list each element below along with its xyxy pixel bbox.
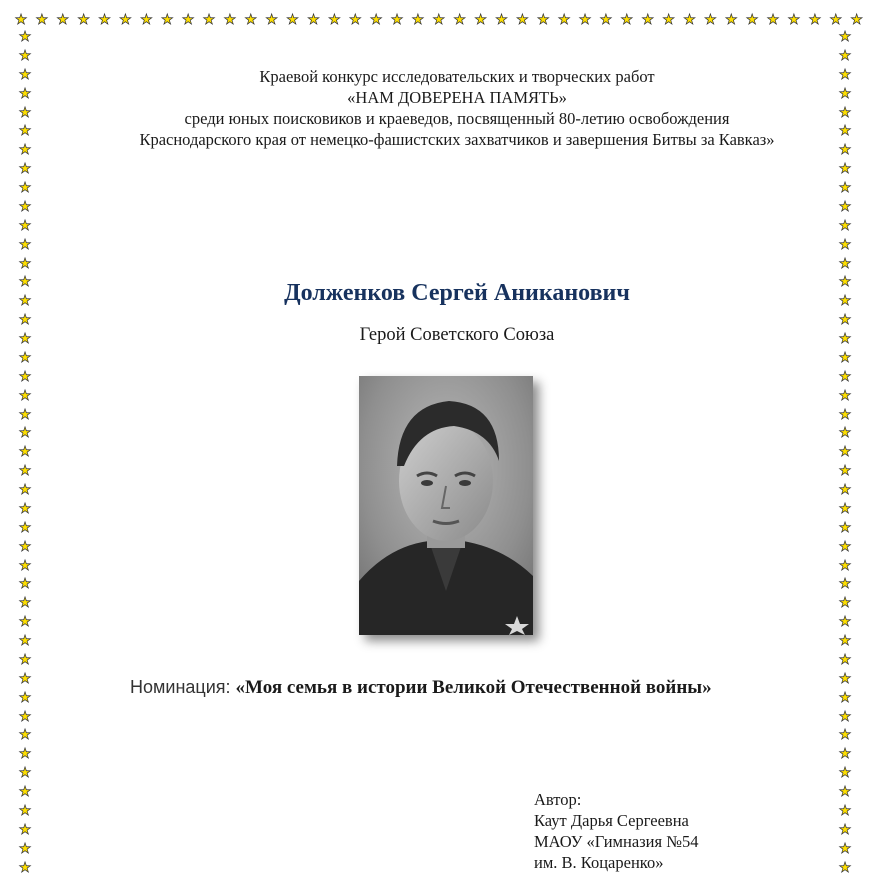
star-icon: ★ (18, 500, 32, 517)
star-icon: ★ (244, 12, 258, 28)
star-icon: ★ (838, 840, 852, 857)
star-icon: ★ (838, 387, 852, 404)
star-icon: ★ (18, 123, 32, 140)
star-icon: ★ (495, 12, 508, 28)
star-icon: ★ (202, 12, 216, 28)
star-icon: ★ (77, 12, 90, 28)
star-icon: ★ (328, 12, 341, 28)
star-icon: ★ (536, 12, 550, 28)
star-icon: ★ (18, 444, 32, 461)
star-icon: ★ (838, 802, 852, 819)
portrait-photo (359, 376, 533, 635)
star-icon: ★ (18, 576, 32, 593)
star-icon: ★ (838, 349, 852, 366)
star-icon: ★ (18, 651, 32, 668)
star-icon: ★ (160, 12, 174, 28)
star-icon: ★ (18, 104, 32, 121)
star-icon: ★ (838, 293, 852, 310)
star-icon: ★ (838, 651, 852, 668)
nomination-label: Номинация: (130, 677, 236, 697)
star-icon: ★ (18, 463, 32, 480)
star-icon: ★ (599, 12, 613, 28)
star-icon: ★ (850, 12, 863, 28)
star-icon: ★ (18, 274, 32, 291)
author-name: Каут Дарья Сергеевна (534, 811, 689, 830)
star-icon: ★ (18, 66, 32, 83)
star-icon: ★ (808, 12, 822, 28)
star-icon: ★ (18, 406, 32, 423)
star-icon: ★ (838, 633, 852, 649)
star-border-right (838, 30, 852, 875)
star-icon: ★ (18, 784, 32, 800)
author-school-line-1: МАОУ «Гимназия №54 (534, 832, 699, 851)
star-icon: ★ (18, 689, 32, 706)
star-icon: ★ (838, 331, 852, 347)
nomination (130, 677, 830, 699)
star-icon: ★ (18, 387, 32, 404)
star-icon: ★ (18, 557, 32, 574)
star-icon: ★ (838, 538, 852, 555)
star-icon: ★ (838, 30, 852, 45)
star-icon: ★ (18, 161, 32, 178)
star-icon: ★ (838, 746, 852, 763)
star-icon: ★ (745, 12, 759, 28)
star-icon: ★ (56, 12, 70, 28)
star-icon: ★ (838, 104, 852, 121)
star-icon: ★ (838, 444, 852, 461)
star-icon: ★ (838, 85, 852, 102)
star-icon: ★ (18, 859, 32, 875)
star-icon: ★ (18, 765, 32, 782)
star-icon: ★ (18, 368, 32, 385)
star-icon: ★ (838, 859, 852, 875)
star-icon: ★ (18, 255, 32, 272)
author-school-line-2: им. В. Коцаренко» (534, 853, 664, 872)
star-icon: ★ (18, 180, 32, 196)
star-icon: ★ (181, 12, 195, 28)
star-icon: ★ (35, 12, 49, 28)
star-icon: ★ (18, 538, 32, 555)
star-icon: ★ (766, 12, 780, 28)
hero-name: Долженков Сергей Аниканович (284, 280, 630, 306)
star-icon: ★ (18, 519, 32, 536)
star-icon: ★ (838, 765, 852, 782)
star-icon: ★ (838, 312, 852, 329)
star-icon: ★ (18, 708, 32, 725)
star-icon: ★ (432, 12, 446, 28)
star-icon: ★ (140, 12, 153, 28)
star-icon: ★ (829, 12, 843, 28)
star-icon: ★ (348, 12, 362, 28)
star-border-left (18, 30, 32, 875)
star-icon: ★ (838, 670, 852, 687)
star-icon: ★ (18, 425, 32, 442)
hero-title: Герой Советского Союза (359, 325, 555, 345)
star-border-top (14, 13, 864, 27)
star-icon: ★ (683, 12, 696, 28)
star-icon: ★ (838, 708, 852, 725)
star-icon: ★ (119, 12, 132, 28)
star-icon: ★ (838, 463, 852, 480)
star-icon: ★ (838, 123, 852, 140)
star-icon: ★ (838, 368, 852, 385)
star-icon: ★ (18, 821, 32, 838)
star-icon: ★ (18, 217, 32, 234)
star-icon: ★ (838, 482, 852, 498)
star-icon: ★ (18, 727, 32, 744)
star-icon: ★ (18, 142, 32, 159)
star-icon: ★ (18, 840, 32, 857)
star-icon: ★ (453, 12, 466, 28)
star-icon: ★ (838, 689, 852, 706)
star-icon: ★ (18, 595, 32, 612)
star-icon: ★ (838, 198, 852, 215)
star-icon: ★ (223, 12, 237, 28)
star-icon: ★ (18, 633, 32, 649)
nomination-value: «Моя семья в истории Великой Отечественной войны» (235, 677, 712, 698)
star-icon: ★ (838, 576, 852, 593)
star-icon: ★ (838, 142, 852, 159)
star-icon: ★ (286, 12, 299, 28)
star-icon: ★ (620, 12, 634, 28)
star-icon: ★ (18, 47, 32, 64)
star-icon: ★ (18, 349, 32, 366)
star-icon: ★ (838, 66, 852, 83)
hero-portrait (359, 376, 533, 635)
contest-line-2: «НАМ ДОВЕРЕНА ПАМЯТЬ» (347, 88, 567, 107)
star-icon: ★ (18, 331, 32, 347)
author-block (534, 789, 834, 873)
star-icon: ★ (838, 595, 852, 612)
star-icon: ★ (838, 614, 852, 631)
star-icon: ★ (838, 425, 852, 442)
star-icon: ★ (838, 821, 852, 838)
star-icon: ★ (390, 12, 404, 28)
star-icon: ★ (838, 519, 852, 536)
star-icon: ★ (307, 12, 320, 28)
star-icon: ★ (474, 12, 487, 28)
star-icon: ★ (18, 30, 32, 45)
author-label: Автор: (534, 790, 582, 809)
star-icon: ★ (838, 727, 852, 744)
star-icon: ★ (98, 12, 111, 28)
star-icon: ★ (838, 217, 852, 234)
star-icon: ★ (838, 161, 852, 178)
star-icon: ★ (662, 12, 675, 28)
star-icon: ★ (18, 670, 32, 687)
star-icon: ★ (265, 12, 278, 28)
star-icon: ★ (18, 198, 32, 215)
contest-header (60, 66, 854, 150)
star-icon: ★ (18, 802, 32, 819)
star-icon: ★ (369, 12, 383, 28)
star-icon: ★ (641, 12, 654, 28)
star-icon: ★ (838, 500, 852, 517)
star-icon: ★ (18, 482, 32, 498)
star-icon: ★ (18, 746, 32, 763)
contest-line-1: Краевой конкурс исследовательских и творческих работ (259, 67, 655, 86)
star-icon: ★ (18, 312, 32, 329)
star-icon: ★ (725, 12, 738, 28)
star-icon: ★ (516, 12, 529, 28)
star-icon: ★ (838, 784, 852, 800)
star-icon: ★ (838, 557, 852, 574)
contest-line-4: Краснодарского края от немецко-фашистских захватчиков и завершения Битвы за Кавказ» (139, 130, 775, 149)
star-icon: ★ (411, 12, 425, 28)
star-icon: ★ (704, 12, 717, 28)
star-icon: ★ (18, 236, 32, 253)
star-icon: ★ (838, 47, 852, 64)
star-icon: ★ (838, 180, 852, 196)
star-icon: ★ (838, 255, 852, 272)
star-icon: ★ (578, 12, 592, 28)
star-icon: ★ (557, 12, 571, 28)
star-icon: ★ (838, 274, 852, 291)
star-icon: ★ (787, 12, 801, 28)
star-icon: ★ (18, 85, 32, 102)
star-icon: ★ (18, 614, 32, 631)
star-icon: ★ (14, 12, 28, 28)
star-icon: ★ (838, 406, 852, 423)
contest-line-3: среди юных поисковиков и краеведов, посвященный 80-летию освобождения (184, 109, 730, 128)
star-icon: ★ (18, 293, 32, 310)
star-icon: ★ (838, 236, 852, 253)
